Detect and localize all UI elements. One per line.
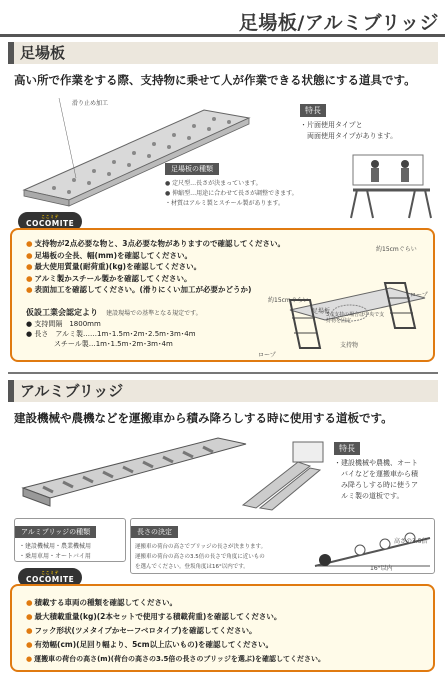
type-line: ・材質はアルミ製とスチール製があります。 [165,200,285,207]
feature-line: ルミ製の道板です。 [334,492,404,500]
cert-line: スチール製…1m･1.5m･2m･3m･4m [26,339,173,348]
length-line: 運搬車の荷台の高さの3.5倍の長さで角度に近いもの [135,554,265,560]
diagram-label-rope-right: ロープ [410,292,428,299]
feature-line: バイなどを運搬車から積 [334,470,418,478]
title-rule [0,34,445,37]
height-label: 高さの3.5倍 [394,538,428,545]
check-item: ● 最大使用質量(耐荷重)(kg)を確認してください。 [26,262,202,272]
check-item: ● 最大積載重量(kg)(2本セットで使用する積載荷重)を確認してください。 [26,612,282,621]
feature-line: み降ろしする時に使うア [334,481,418,489]
workers-on-scaffold-illustration [345,150,435,220]
check-item: ● 運搬車の荷台の高さ(m)(荷台の高さの3.5倍の長さのブリッジを選ぶ)を確認してください。 [26,655,326,663]
type-line: ● 定尺型…長さが決まっています。 [165,180,262,187]
types-heading: アルミブリッジの種類 [15,526,96,538]
feature-line: ・建設機械や農機、オート [334,459,418,467]
feature-line: 両面使用タイプがあります。 [300,132,398,140]
cert-line: ● 長さ アルミ製……1m･1.5m･2m･2.5m･3m･4m [26,329,196,338]
check-item: ● フック形状(ツメタイプかセーフベロタイプ)を確認してください。 [26,626,257,635]
features-heading: 特長 [334,442,360,455]
logo-text: COCOMITE [26,219,75,228]
diagram-label-plank: 足場板 [312,308,331,315]
check-item: ● 支持物が2点必要な物と、3点必要な物がありますので確認してください。 [26,239,285,248]
page-title: 足場板/アルミブリッジ [238,12,439,34]
truck-loading-illustration [238,440,333,510]
check-item: ● 積載する車両の種類を確認してください。 [26,598,178,607]
length-heading: 長さの決定 [131,526,178,538]
logo-sub: ここミテ [41,570,60,575]
section-bridge-lead: 建設機械や農機などを運搬車から積み降ろしする時に使用する道板です。 [14,411,393,425]
type-line: ・乗用車用・オートバイ用 [19,553,91,560]
diagram-label-fix: 3点支持の場合は中央で支持物を固定 [326,312,385,324]
feature-line: ・片面使用タイプと [300,121,363,129]
diagram-label-top: 約15cmぐらい [376,246,417,253]
scaffold-types-box [165,156,335,208]
bridge-features [334,436,418,502]
diagram-label-rope-left: ロープ [258,352,276,359]
type-line: ● 伸縮型…用途に合わせて長さが調整できます。 [165,190,298,197]
section-bridge-header [8,380,438,402]
diagram-label-support: 支持物 [340,342,359,349]
section-scaffold-header [8,42,438,64]
check-item: ● アルミ製かスチール製かを確認してください。 [26,273,192,283]
diagram-label-left: 約15cmぐらい [268,297,309,304]
plank-label: 滑り止め加工 [72,100,109,107]
section-scaffold-lead: 高い所で作業をする際、支持物に乗せて人が作業できる状態にする道具です。 [14,73,416,87]
features-heading: 特長 [300,104,326,117]
section-divider [8,372,438,374]
bridge-types-box [14,518,126,562]
length-line: を選んでください。登坂角度は16°以内です。 [135,564,249,570]
angle-label: 16°以内 [370,565,393,572]
scaffold-features [300,98,397,142]
types-heading: 足場板の種類 [165,163,219,175]
bridge-checklist-box [10,584,435,672]
section-scaffold-title: 足場板 [20,44,66,62]
check-item: ● 足場板の全長、幅(mm)を確認してください。 [26,250,193,260]
check-item: ● 表面加工を確認してください。(滑りにくい加工が必要かどうか) [26,285,252,295]
logo-sub: ここミテ [41,214,60,219]
section-bridge-title: アルミブリッジ [20,382,124,400]
cert-line: ● 支持間隔 1800mm [26,319,101,328]
aluminum-bridge-illustration [18,430,248,510]
check-item: ● 有効幅(cm)(足回り幅より、5cm以上広いもの)を確認してください。 [26,640,273,649]
cert-title: 仮設工業会認定より [26,307,98,317]
length-line: 運搬車の荷台の高さでブリッジの長さが決まります。 [135,544,267,550]
logo-text: COCOMITE [26,575,75,584]
cert-note: 建設現場での基準となる規定です。 [106,309,202,317]
cert-heading-row [26,300,285,319]
type-line: ・建設機械用・農業機械用 [19,543,92,550]
